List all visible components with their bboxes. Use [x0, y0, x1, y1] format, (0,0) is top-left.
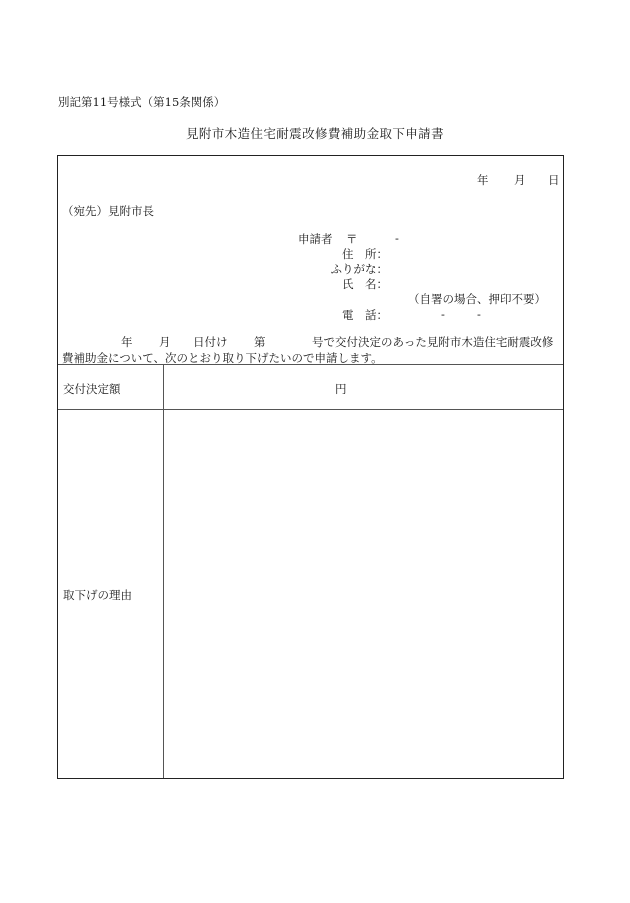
body-number-prefix: 第 [254, 335, 266, 349]
body-date-suffix: 日付け [193, 335, 228, 349]
date-day-label: 日 [548, 173, 560, 187]
body-year-label: 年 [121, 335, 133, 349]
postal-mark: 〒 [346, 232, 358, 246]
body-month-label: 月 [159, 335, 171, 349]
reason-label: 取下げの理由 [63, 588, 132, 602]
applicant-label: 申請者 [298, 232, 333, 246]
body-line1-text: 号で交付決定のあった見附市木造住宅耐震改修 [312, 335, 554, 349]
postal-code-dash: - [395, 231, 399, 245]
body-line2-text: 費補助金について、次のとおり取り下げたいので申請します。 [62, 351, 383, 365]
addressee: （宛先）見附市長 [62, 204, 154, 218]
phone-label: 電 話： [342, 308, 388, 322]
date-month-label: 月 [514, 173, 526, 187]
amount-unit: 円 [335, 382, 347, 396]
amount-label: 交付決定額 [63, 382, 121, 396]
table-column-divider [163, 364, 164, 778]
furigana-label: ふりがな： [330, 262, 388, 276]
table-top-divider [58, 364, 563, 365]
document-title: 見附市木造住宅耐震改修費補助金取下申請書 [185, 126, 444, 141]
phone-dash-1: - [441, 307, 445, 321]
address-label: 住 所： [342, 247, 388, 261]
date-year-label: 年 [477, 173, 489, 187]
phone-dash-2: - [477, 307, 481, 321]
table-row-divider [58, 409, 563, 410]
name-label: 氏 名： [342, 277, 388, 291]
form-number: 別記第11号様式（第15条関係） [58, 95, 226, 109]
seal-note: （自署の場合、押印不要） [408, 292, 546, 306]
